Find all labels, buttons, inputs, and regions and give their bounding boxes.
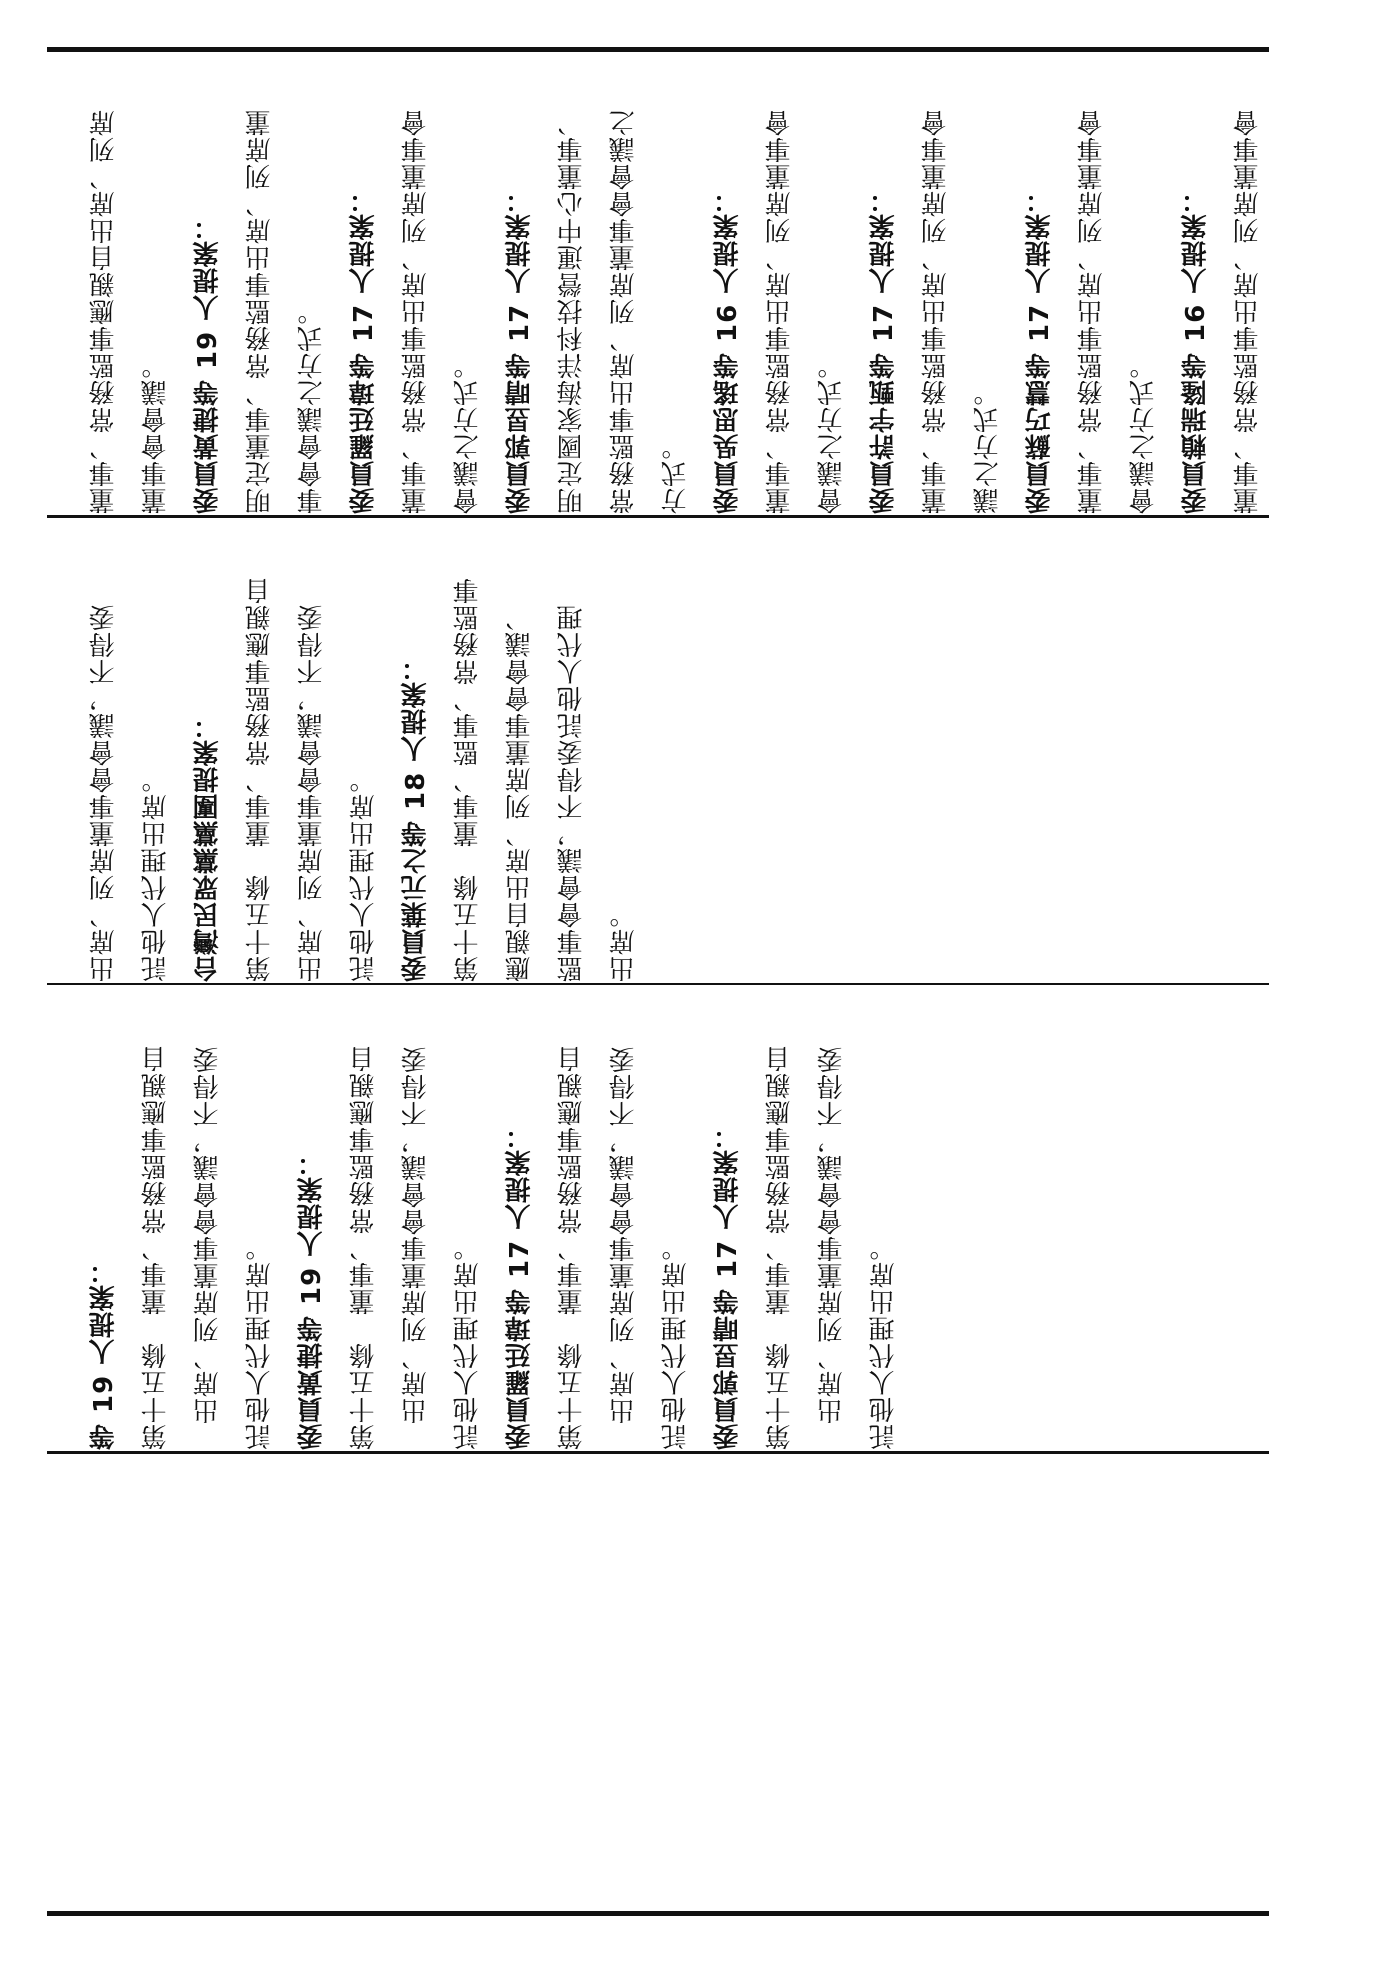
text-line: 董事、常務監事出席、列席董事會 xyxy=(1077,109,1107,514)
text-line: 託他人代理出席。 xyxy=(245,1234,275,1450)
text-line: 第十五條 董事、常務監事應親自 xyxy=(349,1045,379,1450)
text-line: 託他人代理出席。 xyxy=(349,766,379,982)
proposal-heading: 委員郭昱晴等 17 人提案： xyxy=(505,185,535,514)
text-line: 董事、常務監事出席、列席董事會 xyxy=(401,109,431,514)
section-party-proposals xyxy=(78,522,1263,982)
proposal-heading: 委員葉元之等 18 人提案： xyxy=(401,653,431,982)
text-line: 出席、列席董事會會議，不得委 xyxy=(401,1046,431,1424)
text-line: 董事、常務監事出席、列席董事會 xyxy=(1233,109,1263,514)
text-line: 第十五條 董事、常務監事應親自 xyxy=(557,1045,587,1450)
section-divider xyxy=(47,1451,1269,1454)
proposal-heading: 委員羅廷瑋等 17 人提案： xyxy=(349,185,379,514)
proposal-heading: 委員羅廷瑋等 17 人提案： xyxy=(505,1121,535,1450)
text-line: 第十五條 董事、常務監事應親自 xyxy=(141,1045,171,1450)
text-line: 第十五條 董事、常務監事應親自 xyxy=(765,1045,795,1450)
proposal-heading: 等 19 人提案： xyxy=(89,1256,119,1450)
text-line: 監事會會議，不得委託他人代理 xyxy=(557,604,587,982)
text-line: 出席、列席董事會會議，不得委 xyxy=(297,604,327,982)
text-line: 出席、列席董事會會議，不得委 xyxy=(193,1046,223,1424)
text-line: 第十五條 董事、常務監事應親自 xyxy=(245,577,275,982)
text-line: 託他人代理出席。 xyxy=(869,1234,899,1450)
text-line: 常務監事出席、列席董事會會議之 xyxy=(609,109,639,514)
text-line: 會議之方式。 xyxy=(1129,352,1159,514)
proposal-heading: 委員黃捷等 19 人提案： xyxy=(297,1148,327,1450)
text-line: 出席、列席董事會會議，不得委 xyxy=(609,1046,639,1424)
text-line: 託他人代理出席。 xyxy=(141,766,171,982)
text-line: 明定董事、常務監事出席、列席董 xyxy=(245,109,275,514)
text-line: 董事會會議。 xyxy=(141,352,171,514)
proposal-heading: 委員黃捷等 19 人提案： xyxy=(193,212,223,514)
proposal-heading: 委員吳思瑤等 16 人提案： xyxy=(713,185,743,514)
proposal-heading: 委員賴瑞隆等 16 人提案： xyxy=(1181,185,1211,514)
proposal-heading: 台灣民眾黨黨團提案： xyxy=(193,712,223,982)
text-line: 第十五條 董事、監事、常務監事 xyxy=(453,577,483,982)
text-line: 方式。 xyxy=(661,433,691,514)
text-line: 出席、列席董事會會議，不得委 xyxy=(817,1046,847,1424)
proposal-heading: 委員郭昱晴等 17 人提案： xyxy=(713,1121,743,1450)
section-explanation xyxy=(78,54,1263,514)
bottom-border xyxy=(47,1911,1269,1916)
text-line: 託他人代理出席。 xyxy=(661,1234,691,1450)
text-line: 出席。 xyxy=(609,901,639,982)
text-line: 會議之方式。 xyxy=(817,352,847,514)
text-line: 董事、常務監事出席、列席董事會 xyxy=(921,109,951,514)
text-line: 明定國家海洋科技營運中心董事、 xyxy=(557,109,587,514)
text-line: 出席、列席董事會會議，不得委 xyxy=(89,604,119,982)
top-border xyxy=(47,47,1269,52)
text-line: 事會會議之方式。 xyxy=(297,298,327,514)
text-line: 議之方式。 xyxy=(973,379,1003,514)
section-divider xyxy=(47,983,1269,985)
proposal-heading: 委員蘇巧慧等 17 人提案： xyxy=(1025,185,1055,514)
text-line: 董事、常務監事出席、列席董事會 xyxy=(765,109,795,514)
text-line: 應親自出席、列席董事會會議、 xyxy=(505,604,535,982)
text-line: 董事、常務監事應親自出席、列席 xyxy=(89,109,119,514)
text-line: 會議之方式。 xyxy=(453,352,483,514)
text-line: 託他人代理出席。 xyxy=(453,1234,483,1450)
section-member-proposals xyxy=(78,990,1263,1450)
proposal-heading: 委員許宇甄等 17 人提案： xyxy=(869,185,899,514)
section-divider xyxy=(47,515,1269,518)
